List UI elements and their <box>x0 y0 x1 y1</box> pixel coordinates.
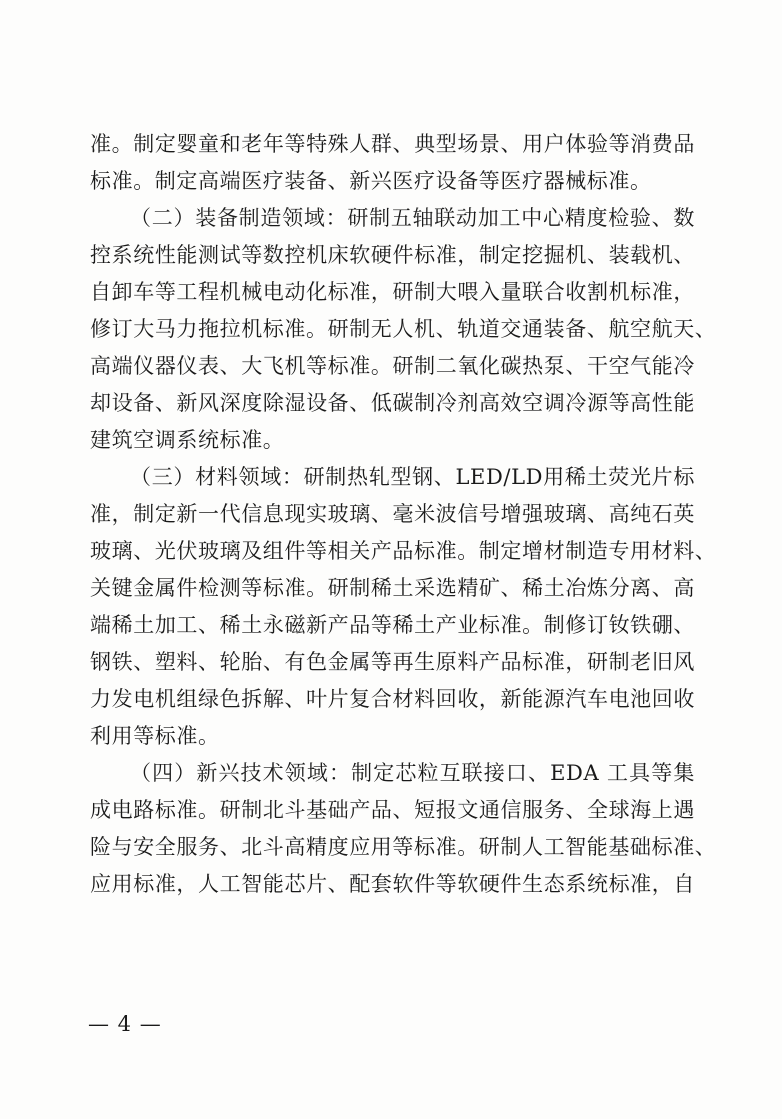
text-line: 修订大马力拖拉机标准。研制无人机、轨道交通装备、航空航天、 <box>90 317 717 341</box>
text-line: 关键金属件检测等标准。研制稀土采选精矿、稀土冶炼分离、高 <box>90 576 695 600</box>
text-line: 准。制定婴童和老年等特殊人群、典型场景、用户体验等消费品 <box>90 132 695 156</box>
text-line: 建筑空调系统标准。 <box>90 428 285 452</box>
text-line: 利用等标准。 <box>90 724 220 748</box>
text-line: 准，制定新一代信息现实玻璃、毫米波信号增强玻璃、高纯石英 <box>90 502 695 526</box>
text-line: 自卸车等工程机械电动化标准，研制大喂入量联合收割机标准， <box>90 280 695 304</box>
text-line: 玻璃、光伏玻璃及组件等相关产品标准。制定增材制造专用材料、 <box>90 539 717 563</box>
page-number: — 4 — <box>88 1012 162 1036</box>
paragraph-2-equipment-manufacturing <box>90 200 717 459</box>
text-line: 应用标准，人工智能芯片、配套软件等软硬件生态系统标准，自 <box>90 872 695 896</box>
text-line: 险与安全服务、北斗高精度应用等标准。研制人工智能基础标准、 <box>90 835 717 859</box>
text-line: 钢铁、塑料、轮胎、有色金属等再生原料产品标准，研制老旧风 <box>90 650 695 674</box>
paragraph-3-materials <box>90 459 717 755</box>
text-line: （三）材料领域：研制热轧型钢、LED/LD用稀土荧光片标 <box>130 465 695 489</box>
text-line: 控系统性能测试等数控机床软硬件标准，制定挖掘机、装载机、 <box>90 243 695 267</box>
text-line: 标准。制定高端医疗装备、新兴医疗设备等医疗器械标准。 <box>90 169 652 193</box>
text-line: 力发电机组绿色拆解、叶片复合材料回收，新能源汽车电池回收 <box>90 687 695 711</box>
text-line: （四）新兴技术领域：制定芯粒互联接口、EDA 工具等集 <box>130 761 695 785</box>
body-text <box>90 126 717 903</box>
text-line: （二）装备制造领域：研制五轴联动加工中心精度检验、数 <box>130 206 695 230</box>
paragraph-4-emerging-technology <box>90 755 717 903</box>
text-line: 却设备、新风深度除湿设备、低碳制冷剂高效空调冷源等高性能 <box>90 391 695 415</box>
text-line: 端稀土加工、稀土永磁新产品等稀土产业标准。制修订钕铁硼、 <box>90 613 695 637</box>
paragraph-1 <box>90 126 695 200</box>
text-line: 高端仪器仪表、大飞机等标准。研制二氧化碳热泵、干空气能冷 <box>90 354 695 378</box>
text-line: 成电路标准。研制北斗基础产品、短报文通信服务、全球海上遇 <box>90 798 695 822</box>
